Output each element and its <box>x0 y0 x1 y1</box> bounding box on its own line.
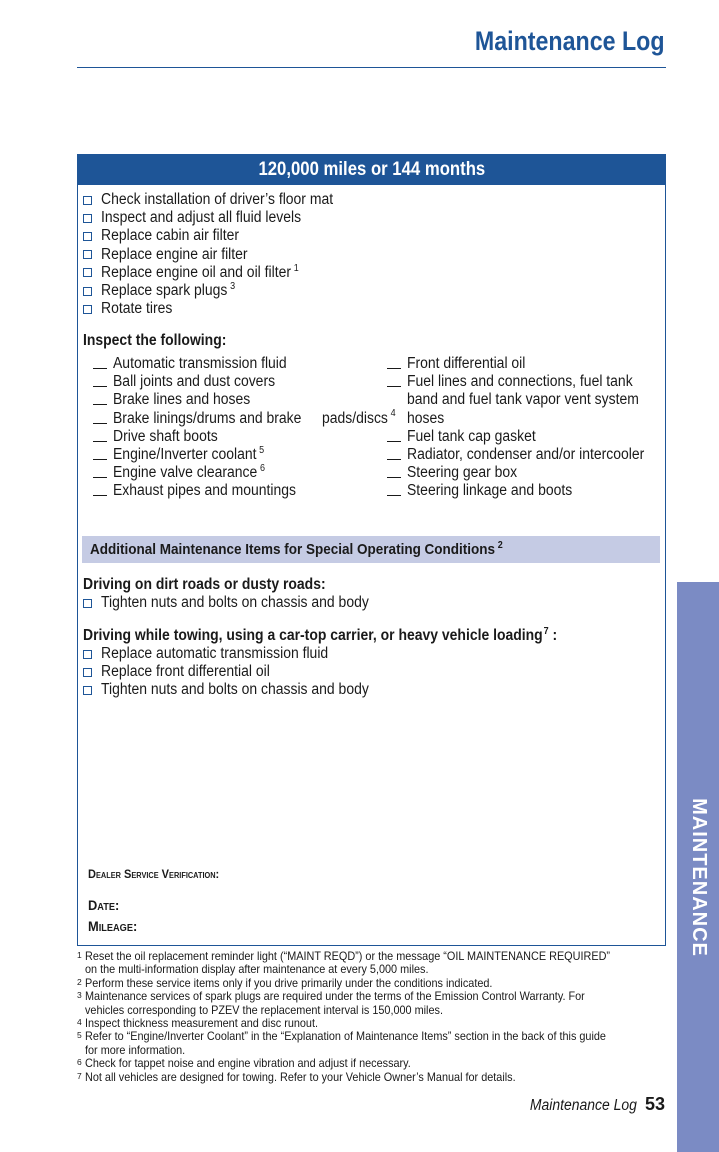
inspect-item <box>93 355 404 373</box>
footnote-text: Refer to “Engine/Inverter Coolant” in the “Explanation of Maintenance Items” section in the back of this guide for more information. <box>85 1029 606 1057</box>
page-number: 53 <box>644 1094 665 1114</box>
additional-items-bar <box>82 536 660 563</box>
inspect-item <box>387 464 671 482</box>
inspect-item-label <box>113 373 293 391</box>
checklist-item <box>83 300 359 318</box>
checkbox[interactable] <box>83 287 92 296</box>
inspect-item-label <box>113 428 229 446</box>
inspect-item-line: Engine valve clearance $^6$ <box>113 463 265 482</box>
inspect-item <box>93 446 404 464</box>
inspect-item-label <box>113 355 306 373</box>
checklist-item <box>83 282 359 300</box>
checklist-item <box>83 246 359 264</box>
inspect-item <box>93 373 404 391</box>
checkbox[interactable] <box>83 268 92 277</box>
check-line[interactable] <box>93 356 107 369</box>
page-footer <box>518 1094 665 1115</box>
dirt-roads-list <box>83 594 399 612</box>
footer-label: Maintenance Log <box>529 1097 637 1114</box>
checkbox[interactable] <box>83 668 92 677</box>
check-line[interactable] <box>387 483 401 496</box>
check-line[interactable] <box>93 483 107 496</box>
inspect-item-label <box>407 446 671 464</box>
inspect-item-label <box>407 373 671 428</box>
inspect-item-line: Exhaust pipes and mountings <box>113 482 297 500</box>
title-rule <box>77 67 666 68</box>
footnotes <box>77 950 667 1084</box>
footnote <box>77 990 667 1017</box>
footnote-text: Reset the oil replacement reminder light (“MAINT REQD”) or the message “OIL MAINTENANCE REQUIRED” on the multi-information display after maintenance at every 5,000 miles. <box>85 949 611 977</box>
checkbox[interactable] <box>83 686 92 695</box>
footnote <box>77 1017 667 1030</box>
inspect-item-label <box>113 464 282 482</box>
inspect-item-line: pads/discs $^4$ <box>322 408 396 427</box>
footnote-ref: 5 <box>259 444 265 456</box>
check-line[interactable] <box>387 465 401 478</box>
checkbox[interactable] <box>83 650 92 659</box>
checklist-item-label: Tighten nuts and bolts on chassis and body <box>101 681 369 699</box>
inspect-item <box>387 482 671 500</box>
inspect-list-right <box>387 355 671 501</box>
inspect-item-label <box>407 355 539 373</box>
dealer-verification-label: Dealer Service Verification: <box>88 867 220 881</box>
footnote-ref: 4 <box>390 408 396 420</box>
footnote-text: Not all vehicles are designed for towing. Refer to your Vehicle Owner’s Manual for details. <box>85 1069 516 1084</box>
inspect-item <box>93 410 404 428</box>
inspect-item-line: band and fuel tank vapor vent system <box>407 391 639 409</box>
checklist-item <box>83 594 399 612</box>
inspect-item-line: Front differential oil <box>407 355 526 372</box>
footnote-text: Perform these service items only if you drive primarily under the conditions indicated. <box>85 975 493 990</box>
inspect-item-label <box>407 428 550 446</box>
check-line[interactable] <box>93 374 107 387</box>
inspect-item-line: Fuel tank cap gasket <box>407 427 536 445</box>
checklist-item-label: Inspect and adjust all fluid levels <box>101 209 302 227</box>
check-line[interactable] <box>93 429 107 442</box>
inspect-item-line: Ball joints and dust covers <box>113 373 276 391</box>
checklist-item <box>83 264 359 282</box>
checkbox[interactable] <box>83 250 92 259</box>
checklist-item-label: Check installation of driver’s floor mat <box>101 191 334 208</box>
page-title: Maintenance Log <box>475 26 665 56</box>
footnote-number: 7 <box>77 1070 82 1081</box>
additional-items-heading: Additional Maintenance Items for Special Operating Conditions $^2$ <box>90 540 503 558</box>
footnote-ref: 1 <box>293 262 299 274</box>
check-line[interactable] <box>93 447 107 460</box>
checklist-item-label: Rotate tires <box>101 300 173 318</box>
dirt-roads-heading: Driving on dirt roads or dusty roads: <box>83 576 326 593</box>
check-line[interactable] <box>387 429 401 442</box>
inspect-heading: Inspect the following: <box>83 332 227 349</box>
inspect-item-line: Steering linkage and boots <box>407 482 573 500</box>
inspect-list-left <box>93 355 404 501</box>
inspect-item-label <box>113 391 266 409</box>
interval-header <box>77 154 666 185</box>
checklist-item <box>83 681 399 699</box>
service-checklist <box>83 191 359 318</box>
checklist-item <box>83 227 359 245</box>
date-label: Date: <box>88 897 120 913</box>
checklist-item-label: Replace automatic transmission fluid <box>101 645 329 662</box>
footnote-number: 6 <box>77 1057 82 1068</box>
towing-list <box>83 645 399 700</box>
checklist-item-label: Replace engine air filter <box>101 245 248 263</box>
footnote-text: Check for tappet noise and engine vibration and adjust if necessary. <box>85 1056 411 1071</box>
footnote <box>77 1030 667 1057</box>
footnote <box>77 950 667 977</box>
check-line[interactable] <box>93 392 107 405</box>
checkbox[interactable] <box>83 599 92 608</box>
footnote-text: Inspect thickness measurement and disc runout. <box>85 1016 319 1031</box>
inspect-item <box>93 428 404 446</box>
checkbox[interactable] <box>83 214 92 223</box>
checkbox[interactable] <box>83 196 92 205</box>
inspect-item-line: Steering gear box <box>407 464 518 482</box>
inspect-item-line: Automatic transmission fluid <box>113 355 287 372</box>
check-line[interactable] <box>387 447 401 460</box>
section-side-tab <box>677 582 719 1152</box>
inspect-item <box>387 373 671 428</box>
footnote-number: 4 <box>77 1017 82 1028</box>
inspect-item <box>387 355 671 373</box>
checklist-item <box>83 663 399 681</box>
mileage-label: Mileage: <box>88 918 138 934</box>
footnote-number: 5 <box>77 1030 82 1041</box>
maintenance-box <box>77 154 666 946</box>
inspect-item-line: Drive shaft boots <box>113 427 218 445</box>
inspect-item <box>387 428 671 446</box>
checklist-item <box>83 191 359 209</box>
checklist-item-label: Tighten nuts and bolts on chassis and body <box>101 594 369 611</box>
check-line[interactable] <box>387 374 401 387</box>
inspect-item-line: hoses <box>407 409 445 427</box>
checkbox[interactable] <box>83 305 92 314</box>
inspect-item-line: Fuel lines and connections, fuel tank <box>407 373 633 391</box>
inspect-item <box>387 446 671 464</box>
footnote-text: Maintenance services of spark plugs are required under the terms of the Emission Control Warranty. For vehicles corresponding to PZEV the replacement interval is 150,000 miles. <box>85 989 585 1017</box>
inspect-item-label <box>113 410 404 428</box>
towing-heading: Driving while towing, using a car-top carrier, or heavy vehicle loading$^7$ : <box>83 625 558 644</box>
check-line[interactable] <box>93 411 107 424</box>
footnote <box>77 1057 667 1070</box>
inspect-item-line: Brake lines and hoses <box>113 391 251 409</box>
inspect-item-line: Engine/Inverter coolant $^5$ <box>113 444 265 464</box>
checklist-item-label: Replace spark plugs $^3$ <box>101 280 236 299</box>
footnote-number: 3 <box>77 990 82 1001</box>
inspect-item <box>93 391 404 409</box>
inspect-item-line: Brake linings/drums and brake <box>113 409 302 427</box>
side-tab-label: MAINTENANCE <box>687 797 710 957</box>
inspect-item-label <box>113 482 316 500</box>
inspect-item <box>93 482 404 500</box>
inspect-item-label <box>113 446 281 464</box>
checklist-item <box>83 209 359 227</box>
check-line[interactable] <box>387 356 401 369</box>
checklist-item-label: Replace cabin air filter <box>101 227 240 245</box>
check-line[interactable] <box>93 465 107 478</box>
inspect-item <box>93 464 404 482</box>
inspect-item-line: Radiator, condenser and/or intercooler <box>407 446 645 464</box>
inspect-item-label <box>407 464 529 482</box>
footnote <box>77 977 667 990</box>
footnote <box>77 1071 667 1084</box>
footnote-ref: 6 <box>259 463 265 475</box>
checklist-item-label: Replace engine oil and oil filter $^1$ <box>101 262 299 281</box>
interval-header-text: 120,000 miles or 144 months <box>258 158 485 180</box>
checklist-item <box>83 645 399 663</box>
footnote-number: 1 <box>77 950 82 960</box>
checklist-item-label: Replace front differential oil <box>101 663 270 681</box>
footnote-number: 2 <box>77 976 82 987</box>
inspect-item-label <box>407 482 591 500</box>
checkbox[interactable] <box>83 232 92 241</box>
footnote-ref: 3 <box>230 280 236 292</box>
